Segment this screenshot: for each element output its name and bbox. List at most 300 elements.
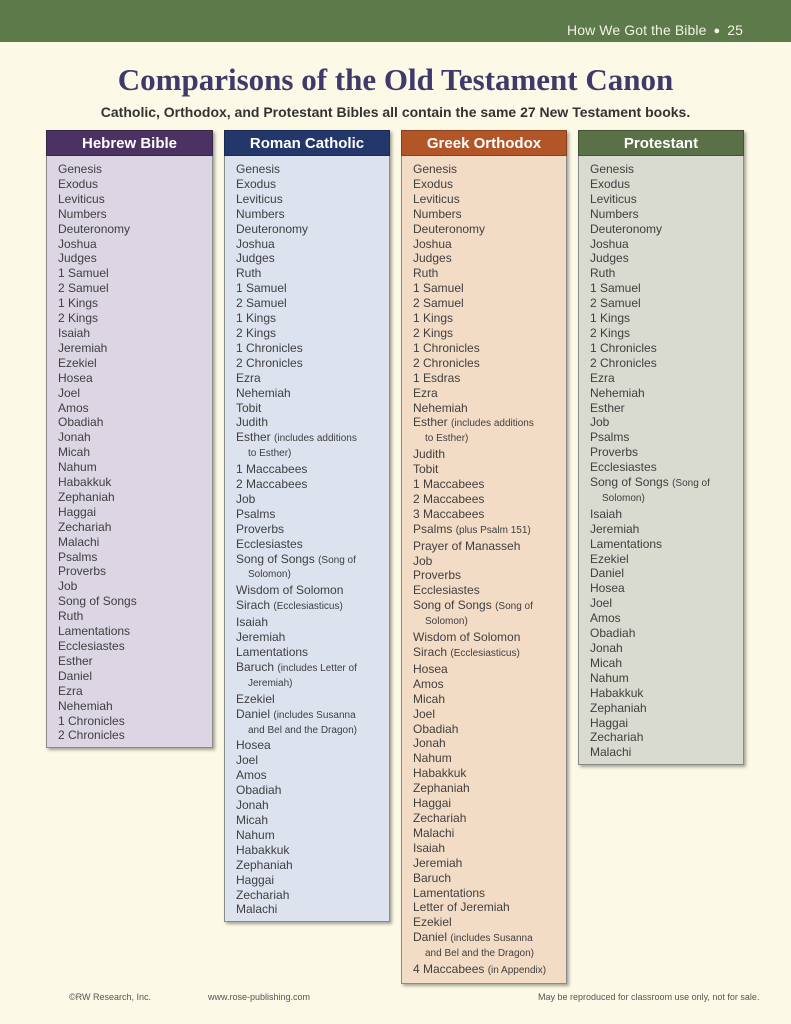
book-note: (Song of: [495, 601, 533, 613]
book-name: 2 Chronicles: [58, 728, 125, 743]
book-note: (in Appendix): [487, 965, 547, 977]
book-item: [58, 728, 212, 743]
book-name: Joshua: [590, 236, 629, 251]
book-item: [590, 656, 743, 671]
book-name: Song of Songs: [413, 598, 492, 613]
book-item: [58, 564, 212, 579]
book-name: 1 Chronicles: [413, 340, 480, 355]
footer-website: www.rose-publishing.com: [208, 992, 311, 1002]
book-note: (Song of: [672, 478, 710, 490]
column-heading: Hebrew Bible: [46, 130, 213, 156]
book-note-continued: Jeremiah): [248, 677, 293, 689]
book-name: 2 Maccabees: [413, 491, 485, 506]
book-item: [413, 554, 566, 569]
book-item: [236, 828, 389, 843]
book-item: [590, 207, 743, 222]
book-item: [58, 669, 212, 684]
book-item: [413, 751, 566, 766]
book-name: Zephaniah: [413, 781, 470, 796]
book-name: 3 Maccabees: [413, 506, 485, 521]
book-item: [58, 326, 212, 341]
book-name: Prayer of Manasseh: [413, 538, 521, 553]
book-item: [413, 677, 566, 692]
book-item: [590, 522, 743, 537]
book-item: [590, 341, 743, 356]
book-item: [413, 281, 566, 296]
book-name: Wisdom of Solomon: [236, 583, 344, 598]
book-name: Ezekiel: [58, 355, 97, 370]
book-name: Genesis: [413, 162, 458, 176]
book-item: [590, 745, 743, 760]
book-item: [58, 296, 212, 311]
book-item: [413, 177, 566, 192]
book-item: [236, 692, 389, 707]
book-item: [236, 798, 389, 813]
book-name: Baruch: [413, 870, 452, 885]
book-name: Joel: [413, 706, 436, 721]
book-name: Ezra: [590, 370, 615, 385]
book-item: [236, 192, 389, 207]
book-item: [236, 371, 389, 386]
book-item: [413, 311, 566, 326]
book-item: [413, 237, 566, 252]
book-note: (Ecclesiasticus): [273, 601, 343, 613]
book-name: Judith: [236, 415, 269, 430]
book-item: [413, 371, 566, 386]
book-item: [413, 598, 566, 630]
book-item: [58, 251, 212, 266]
book-name: Obadiah: [590, 626, 636, 641]
book-name: Genesis: [236, 162, 281, 176]
footer-permission: May be reproduced for classroom use only, not for sale.: [538, 992, 760, 1002]
book-item: [590, 475, 743, 507]
book-item: [413, 326, 566, 341]
book-item: [413, 192, 566, 207]
book-item: [590, 552, 743, 567]
book-name: 1 Samuel: [413, 281, 464, 296]
book-name: Psalms: [58, 549, 98, 564]
book-list: [224, 156, 390, 922]
book-list: [578, 156, 744, 765]
book-item: [413, 736, 566, 751]
book-name: Nahum: [590, 670, 629, 685]
book-name: 1 Kings: [590, 311, 631, 326]
book-item: [58, 475, 212, 490]
book-item: [590, 415, 743, 430]
book-item: [413, 645, 566, 662]
book-item: [236, 296, 389, 311]
book-name: Esther: [590, 400, 625, 415]
book-item: [590, 386, 743, 401]
book-item: [590, 641, 743, 656]
book-item: [58, 594, 212, 609]
book-item: [590, 566, 743, 581]
book-item: [58, 207, 212, 222]
book-name: Habakkuk: [413, 766, 467, 781]
book-name: Judges: [413, 251, 452, 266]
book-item: [413, 841, 566, 856]
book-item: [413, 962, 566, 979]
book-name: Ecclesiastes: [413, 583, 480, 598]
book-note-continued: and Bel and the Dragon): [425, 948, 534, 960]
book-item: [58, 639, 212, 654]
book-name: 1 Esdras: [413, 370, 461, 385]
book-item: [413, 507, 566, 522]
book-name: Isaiah: [590, 506, 623, 521]
book-name: Ruth: [236, 266, 262, 281]
book-name: Leviticus: [236, 191, 283, 206]
book-item: [590, 326, 743, 341]
book-name: Genesis: [590, 162, 635, 176]
book-name: Jonah: [236, 798, 269, 813]
book-item: [236, 477, 389, 492]
book-item: [58, 222, 212, 237]
page-subtitle: Catholic, Orthodox, and Protestant Bibles all contain the same 27 New Testament books.: [100, 104, 691, 120]
book-item: [413, 856, 566, 871]
book-item: [236, 311, 389, 326]
book-note-continued: Solomon): [425, 616, 468, 628]
book-item: [413, 447, 566, 462]
book-item: [413, 886, 566, 901]
book-name: Deuteronomy: [413, 221, 486, 236]
book-item: [413, 356, 566, 371]
book-item: [413, 826, 566, 841]
book-name: Isaiah: [413, 840, 446, 855]
book-name: 1 Kings: [236, 311, 277, 326]
page-title: Comparisons of the Old Testament Canon: [117, 62, 674, 97]
book-name: Malachi: [236, 902, 278, 917]
book-name: Numbers: [413, 206, 462, 221]
book-name: Numbers: [236, 206, 285, 221]
book-name: Amos: [590, 611, 621, 626]
book-name: Jeremiah: [58, 340, 108, 355]
book-name: Psalms: [590, 430, 630, 445]
book-item: [58, 266, 212, 281]
footer-copyright: ©RW Research, Inc.: [69, 992, 151, 1002]
book-name: Nahum: [58, 460, 97, 475]
book-name: Letter of Jeremiah: [413, 900, 510, 915]
book-item: [58, 356, 212, 371]
book-name: Deuteronomy: [590, 221, 663, 236]
book-name: Nahum: [413, 751, 452, 766]
book-item: [58, 684, 212, 699]
book-item: [58, 460, 212, 475]
book-name: Ezra: [58, 683, 83, 698]
book-name: Amos: [236, 768, 267, 783]
book-name: 2 Chronicles: [590, 355, 657, 370]
book-name: Lamentations: [413, 885, 486, 900]
book-item: [413, 583, 566, 598]
book-name: Daniel: [58, 668, 93, 683]
column-greek-orthodox: [401, 130, 567, 984]
book-name: Nahum: [236, 827, 275, 842]
book-name: Ecclesiastes: [590, 460, 657, 475]
book-name: Jonah: [413, 736, 446, 751]
book-name: Isaiah: [236, 615, 269, 630]
book-item: [413, 539, 566, 554]
book-item: [236, 660, 389, 692]
book-note-continued: and Bel and the Dragon): [248, 724, 357, 736]
book-name: Malachi: [590, 745, 632, 760]
book-item: [236, 813, 389, 828]
book-name: 2 Maccabees: [236, 477, 308, 492]
bullet-icon: ●: [713, 25, 721, 37]
book-name: Numbers: [58, 206, 107, 221]
book-item: [236, 552, 389, 584]
book-item: [590, 581, 743, 596]
book-name: 2 Samuel: [413, 296, 464, 311]
book-name: Ezra: [413, 385, 438, 400]
book-name: Joshua: [58, 236, 97, 251]
book-name: Ezekiel: [413, 915, 452, 930]
book-name: Joshua: [413, 236, 452, 251]
book-title: How We Got the Bible: [566, 22, 707, 38]
book-item: [413, 900, 566, 915]
book-item: [413, 266, 566, 281]
book-name: Job: [58, 579, 78, 594]
book-name: Song of Songs: [58, 594, 137, 609]
book-note: (Song of: [318, 554, 356, 566]
book-name: 2 Samuel: [58, 281, 109, 296]
book-item: [236, 207, 389, 222]
book-item: [58, 624, 212, 639]
book-item: [590, 445, 743, 460]
book-name: 1 Samuel: [590, 281, 641, 296]
book-item: [236, 902, 389, 917]
book-name: 2 Samuel: [236, 296, 287, 311]
book-name: Joshua: [236, 236, 275, 251]
column-heading: Greek Orthodox: [401, 130, 567, 156]
book-item: [590, 730, 743, 745]
book-item: [413, 722, 566, 737]
book-list: [401, 156, 567, 984]
book-name: Haggai: [590, 715, 629, 730]
book-item: [58, 386, 212, 401]
book-name: Proverbs: [236, 521, 285, 536]
book-item: [590, 371, 743, 386]
book-name: Judges: [58, 251, 97, 266]
book-item: [590, 237, 743, 252]
book-item: [236, 401, 389, 416]
book-item: [236, 615, 389, 630]
book-item: [236, 783, 389, 798]
book-name: Daniel: [236, 706, 271, 721]
book-item: [236, 281, 389, 296]
book-item: [58, 535, 212, 550]
book-note: (plus Psalm 151): [455, 524, 531, 536]
book-item: [413, 207, 566, 222]
column-heading: Roman Catholic: [224, 130, 390, 156]
book-name: Zechariah: [590, 730, 644, 745]
book-note: (includes Susanna: [273, 709, 356, 721]
book-name: Leviticus: [590, 191, 637, 206]
book-name: Obadiah: [236, 783, 282, 798]
book-note-continued: to Esther): [248, 448, 292, 460]
book-name: Amos: [58, 400, 89, 415]
book-note: (Ecclesiasticus): [450, 648, 520, 659]
book-note: (includes Susanna: [450, 933, 533, 945]
book-name: Haggai: [236, 872, 275, 887]
book-item: [413, 930, 566, 962]
book-name: 2 Samuel: [590, 296, 641, 311]
book-name: Hosea: [590, 581, 625, 596]
book-name: Zechariah: [58, 519, 112, 534]
book-name: 2 Kings: [58, 311, 99, 326]
book-name: Ruth: [413, 266, 439, 281]
book-item: [413, 401, 566, 416]
book-name: Amos: [413, 676, 444, 691]
book-item: [236, 753, 389, 768]
book-note-continued: Solomon): [248, 569, 291, 581]
book-name: Ezekiel: [236, 691, 275, 706]
book-name: Ezra: [236, 370, 261, 385]
book-item: [590, 686, 743, 701]
book-name: Lamentations: [590, 536, 663, 551]
book-name: Judges: [236, 251, 275, 266]
book-item: [58, 415, 212, 430]
book-item: [58, 445, 212, 460]
book-item: [590, 430, 743, 445]
book-item: [58, 490, 212, 505]
book-item: [236, 537, 389, 552]
book-name: Leviticus: [413, 191, 460, 206]
book-item: [413, 522, 566, 539]
book-name: Jeremiah: [413, 855, 463, 870]
book-item: [413, 341, 566, 356]
book-name: Malachi: [413, 825, 455, 840]
book-name: Genesis: [58, 162, 103, 176]
book-item: [590, 296, 743, 311]
book-name: Sirach: [236, 598, 271, 613]
book-item: [58, 430, 212, 445]
book-name: Hosea: [413, 661, 448, 676]
book-item: [58, 579, 212, 594]
book-item: [236, 630, 389, 645]
book-name: Judith: [413, 447, 446, 462]
book-name: Isaiah: [58, 325, 91, 340]
book-item: [236, 738, 389, 753]
book-item: [58, 162, 212, 177]
book-item: [236, 858, 389, 873]
book-item: [58, 654, 212, 669]
book-name: Jonah: [590, 641, 623, 655]
book-item: [413, 692, 566, 707]
book-name: Micah: [590, 655, 623, 670]
book-name: Lamentations: [58, 624, 131, 639]
book-name: Esther: [58, 653, 93, 668]
book-item: [590, 311, 743, 326]
book-item: [236, 356, 389, 371]
book-item: [58, 505, 212, 520]
column-protestant: [578, 130, 744, 765]
book-item: [236, 598, 389, 615]
book-name: Judges: [590, 251, 629, 266]
book-name: Job: [236, 491, 256, 506]
book-name: 1 Maccabees: [413, 477, 485, 492]
book-name: Daniel: [413, 930, 448, 945]
book-name: Ruth: [58, 609, 84, 624]
book-item: [413, 766, 566, 781]
book-name: Obadiah: [413, 721, 459, 736]
book-list: [46, 156, 213, 748]
book-item: [590, 671, 743, 686]
book-note-continued: Solomon): [602, 492, 645, 504]
book-name: Daniel: [590, 566, 625, 581]
book-item: [413, 781, 566, 796]
book-item: [236, 522, 389, 537]
book-name: Exodus: [590, 176, 631, 191]
book-name: Zephaniah: [58, 489, 115, 504]
column-hebrew-bible: [46, 130, 213, 748]
book-item: [236, 583, 389, 598]
book-name: Psalms: [413, 521, 453, 536]
book-name: Ecclesiastes: [236, 536, 303, 551]
column-roman-catholic: [224, 130, 390, 922]
book-name: Lamentations: [236, 645, 309, 659]
book-item: [590, 596, 743, 611]
book-name: 2 Kings: [413, 325, 454, 340]
book-item: [590, 192, 743, 207]
book-name: Tobit: [413, 462, 439, 477]
book-item: [413, 462, 566, 477]
column-heading: Protestant: [578, 130, 744, 156]
book-name: Wisdom of Solomon: [413, 630, 521, 645]
book-item: [58, 311, 212, 326]
book-item: [236, 492, 389, 507]
book-item: [58, 609, 212, 624]
book-name: Joel: [58, 385, 81, 400]
book-name: Micah: [58, 445, 91, 460]
book-name: Jeremiah: [590, 521, 640, 536]
book-item: [590, 177, 743, 192]
book-name: Nehemiah: [413, 400, 468, 415]
book-item: [236, 873, 389, 888]
book-name: 1 Samuel: [58, 266, 109, 281]
book-item: [590, 507, 743, 522]
book-item: [413, 630, 566, 645]
book-item: [236, 162, 389, 177]
book-item: [236, 266, 389, 281]
page-number: 25: [727, 22, 743, 38]
book-item: [413, 871, 566, 886]
book-item: [58, 401, 212, 416]
book-name: 4 Maccabees: [413, 962, 485, 977]
book-name: Psalms: [236, 506, 276, 521]
book-item: [590, 222, 743, 237]
book-item: [58, 177, 212, 192]
book-name: 1 Maccabees: [236, 462, 308, 477]
book-name: 1 Kings: [58, 296, 99, 311]
book-item: [590, 356, 743, 371]
book-item: [58, 341, 212, 356]
book-name: Habakkuk: [236, 842, 290, 857]
book-item: [236, 462, 389, 477]
book-item: [236, 222, 389, 237]
book-name: Micah: [413, 691, 446, 706]
book-name: Song of Songs: [590, 475, 669, 490]
book-name: Ruth: [590, 266, 616, 281]
book-name: Exodus: [236, 176, 277, 191]
book-item: [236, 645, 389, 660]
book-item: [58, 281, 212, 296]
book-name: Song of Songs: [236, 551, 315, 566]
book-item: [413, 386, 566, 401]
book-name: Hosea: [236, 738, 271, 753]
book-name: 2 Kings: [236, 325, 277, 340]
book-name: Habakkuk: [590, 685, 644, 700]
book-name: 1 Chronicles: [590, 340, 657, 355]
book-name: Nehemiah: [236, 385, 291, 400]
